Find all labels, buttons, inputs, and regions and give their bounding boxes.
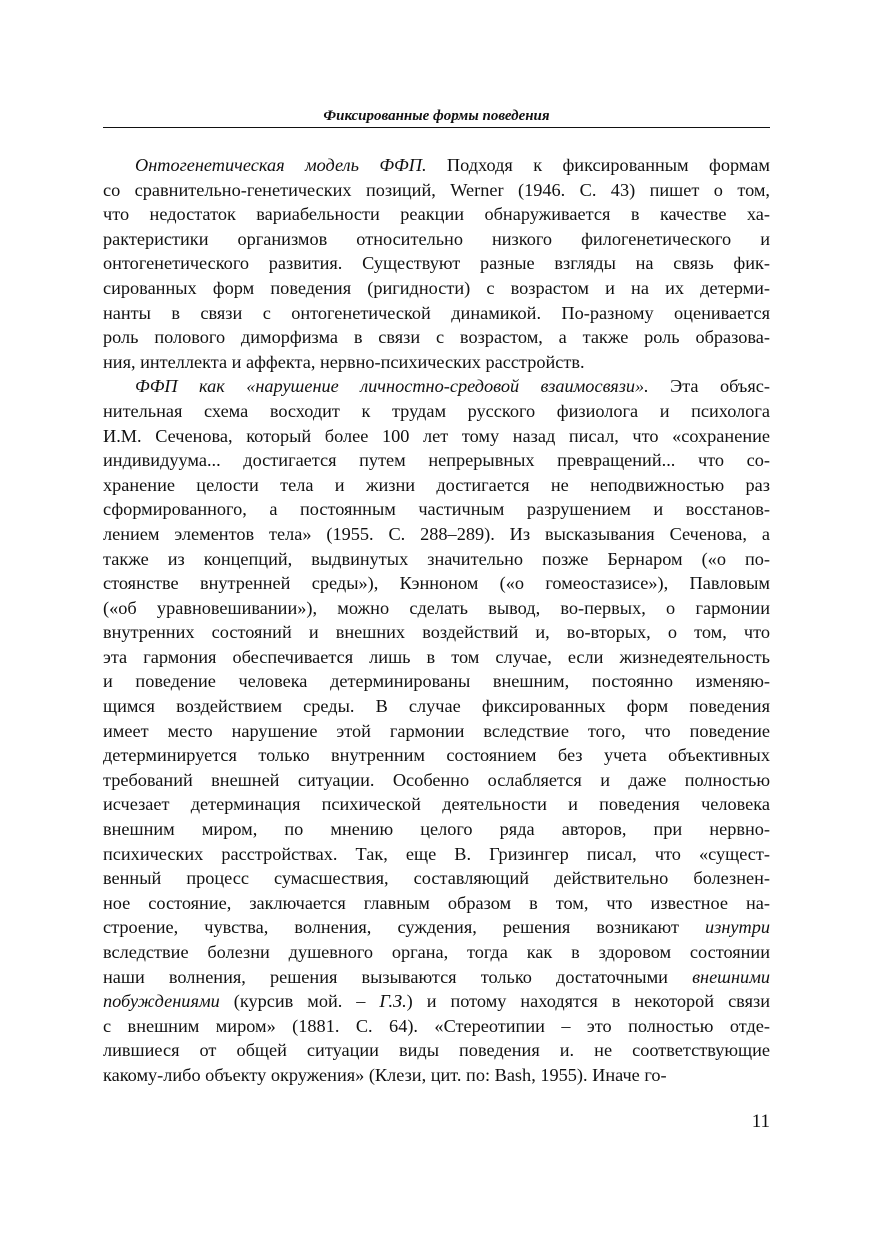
text-segment: лением элементов тела» (1955. С. 288–289). Из высказывания Сеченова, а	[103, 523, 770, 544]
text-segment: (курсив мой. –	[219, 991, 380, 1012]
text-line	[103, 768, 770, 793]
paragraph	[103, 153, 770, 374]
text-line	[103, 153, 770, 178]
text-segment: нанты в связи с онтогенетической динамикой. По-разному оценивается	[103, 302, 770, 323]
running-title: Фиксированные формы поведения	[323, 108, 550, 124]
text-line	[103, 227, 770, 252]
text-segment: нительная схема восходит к трудам русского физиолога и психолога	[103, 400, 770, 421]
italic-text: Онтогенетическая модель ФФП.	[135, 155, 427, 175]
text-segment: строение, чувства, волнения, суждения, решения возникают	[103, 917, 706, 938]
text-line	[103, 596, 770, 621]
text-line	[103, 1063, 770, 1088]
text-line	[103, 399, 770, 424]
text-segment: Подходя к фиксированным формам	[426, 155, 770, 175]
text-line	[103, 842, 770, 867]
text-line	[103, 448, 770, 473]
text-line	[103, 989, 770, 1014]
text-line	[103, 202, 770, 227]
text-line	[103, 1014, 770, 1039]
text-segment: имеет место нарушение этой гармонии вследствие того, что поведение	[103, 720, 770, 741]
paragraph	[103, 374, 770, 1087]
text-segment: какому-либо объекту окружения» (Клези, цит. по: Bash, 1955). Иначе го-	[103, 1064, 667, 1085]
italic-text: побуждениями	[103, 991, 220, 1012]
text-segment: также из концепций, выдвинутых значительно позже Бернаром («о по-	[103, 548, 770, 569]
text-segment: сированных форм поведения (ригидности) с возрастом и на их детерми-	[103, 277, 770, 298]
text-segment: хранение целости тела и жизни достигается не неподвижностью раз	[103, 474, 770, 495]
text-line	[103, 497, 770, 522]
text-segment: сформированного, а постоянным частичным разрушением и восстанов-	[103, 499, 770, 520]
text-segment: онтогенетического развития. Существуют разные взгляды на связь фик-	[103, 253, 770, 274]
text-line	[103, 669, 770, 694]
text-segment: ) и потому находятся в некоторой связи	[406, 991, 770, 1012]
text-line	[103, 645, 770, 670]
text-line	[103, 1038, 770, 1063]
text-line	[103, 350, 770, 375]
text-line	[103, 325, 770, 350]
text-segment: ное состояние, заключается главным образом в том, что известное на-	[103, 892, 770, 913]
italic-text: изнутри	[705, 917, 770, 938]
text-line	[103, 743, 770, 768]
text-segment: со сравнительно-генетических позиций, Werner (1946. С. 43) пишет о том,	[103, 179, 770, 200]
text-line	[103, 719, 770, 744]
italic-text: Г.З.	[379, 991, 407, 1012]
text-segment: с внешним миром» (1881. С. 64). «Стереотипии – это полностью отде-	[103, 1015, 770, 1036]
text-segment: эта гармония обеспечивается лишь в том случае, если жизнедеятельность	[103, 646, 770, 667]
text-segment: И.М. Сеченова, который более 100 лет тому назад писал, что «сохранение	[103, 425, 770, 446]
text-line	[103, 915, 770, 940]
text-segment: роль полового диморфизма в связи с возрастом, а также роль образова-	[103, 327, 770, 348]
text-segment: вследствие болезни душевного органа, тогда как в здоровом состоянии	[103, 942, 770, 962]
text-line	[103, 817, 770, 842]
text-segment: исчезает детерминация психической деятельности и поведения человека	[103, 794, 770, 815]
header-rule	[103, 127, 770, 128]
text-line	[103, 522, 770, 547]
text-line	[103, 571, 770, 596]
text-line	[103, 374, 770, 399]
text-line	[103, 473, 770, 498]
text-line	[103, 891, 770, 916]
text-segment: психических расстройствах. Так, еще В. Гризингер писал, что «сущест-	[103, 843, 770, 864]
text-segment: что недостаток вариабельности реакции обнаруживается в качестве ха-	[103, 204, 770, 225]
text-line	[103, 792, 770, 817]
text-segment: детерминируется только внутренним состоянием без учета объективных	[103, 745, 770, 766]
text-segment: внешним миром, по мнению целого ряда авторов, при нервно-	[103, 819, 770, 840]
text-segment: рактеристики организмов относительно низкого филогенетического и	[103, 228, 770, 249]
text-segment: лившиеся от общей ситуации виды поведения и. не соответствующие	[103, 1040, 770, 1061]
text-segment: венный процесс сумасшествия, составляющий действительно болезнен-	[103, 868, 770, 889]
text-segment: и поведение человека детерминированы внешним, постоянно изменяю-	[103, 671, 770, 692]
text-line	[103, 694, 770, 719]
body-text	[103, 153, 770, 1088]
text-line	[103, 940, 770, 965]
text-line	[103, 251, 770, 276]
text-segment: ния, интеллекта и аффекта, нервно-психических расстройств.	[103, 351, 585, 372]
text-line	[103, 620, 770, 645]
text-segment: требований внешней ситуации. Особенно ослабляется и даже полностью	[103, 769, 770, 790]
text-line	[103, 547, 770, 572]
italic-text: ФФП как «нарушение личностно-средовой взаимосвязи».	[135, 376, 649, 397]
text-line	[103, 965, 770, 990]
text-line	[103, 424, 770, 449]
text-segment: («об уравновешивании»), можно сделать вывод, во-первых, о гармонии	[103, 597, 770, 618]
italic-text: внешними	[692, 966, 770, 987]
text-segment: щимся воздействием среды. В случае фиксированных форм поведения	[103, 696, 770, 717]
text-line	[103, 276, 770, 301]
text-segment: Эта объяс-	[648, 376, 770, 397]
text-segment: наши волнения, решения вызываются только достаточными	[103, 966, 693, 987]
text-line	[103, 301, 770, 326]
text-line	[103, 866, 770, 891]
text-segment: внутренних состояний и внешних воздействий и, во-вторых, о том, что	[103, 622, 770, 643]
text-segment: индивидуума... достигается путем непрерывных превращений... что со-	[103, 450, 770, 471]
text-line	[103, 178, 770, 203]
page-number: 11	[751, 1111, 770, 1132]
text-segment: стоянстве внутренней среды»), Кэнноном («о гомеостазисе»), Павловым	[103, 573, 770, 594]
